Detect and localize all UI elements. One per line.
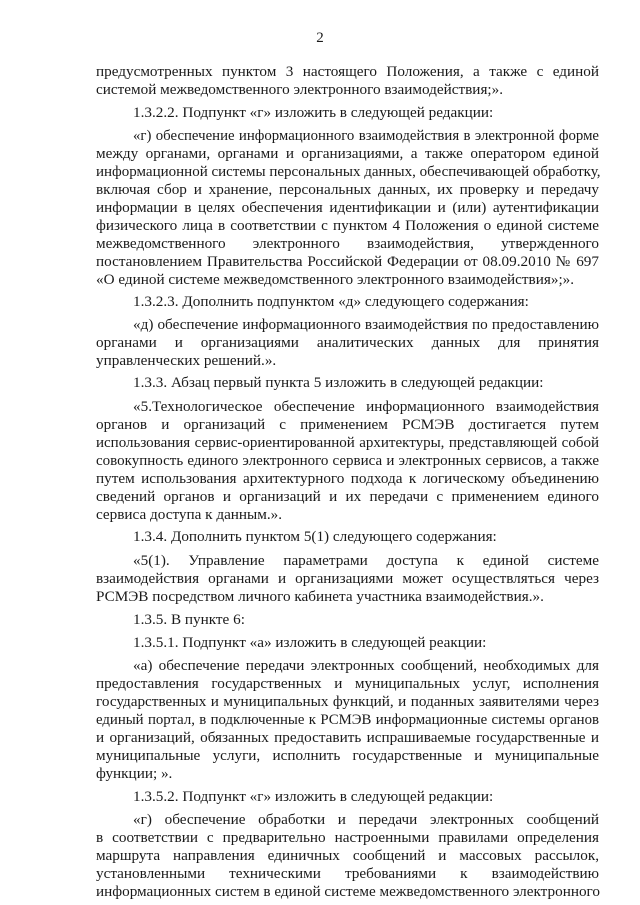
text-line: управленческих решений.». [96, 352, 277, 369]
text-line: межведомственного электронного взаимодействия, утвержденного [96, 235, 599, 252]
text-line: 1.3.5.2. Подпункт «г» изложить в следующей редакции: [133, 788, 494, 805]
text-line: взаимодействия органами и организациями может осуществляться через [96, 570, 599, 587]
text-line: в соответствии с предварительно настроенными правилами определения [96, 829, 599, 846]
text-line: единый портал, в подключенные к РСМЭВ информационные системы органов [96, 712, 599, 728]
text-line: «а) обеспечение передачи электронных сообщений, необходимых для [133, 657, 599, 674]
text-line: между органами, органами и организациями, а также оператором единой [96, 145, 599, 162]
text-line: предоставления государственных и муниципальных услуг, исполнения [96, 675, 599, 692]
text-line: «5.Технологическое обеспечение информационного взаимодействия [133, 398, 599, 415]
text-line: установленными техническими требованиями к взаимодействию [96, 865, 599, 882]
text-line: предусмотренных пунктом 3 настоящего Положения, а также с единой [96, 63, 599, 80]
page-number: 2 [316, 30, 324, 46]
text-line: государственных и муниципальных функций, и поданных заявителями через [96, 693, 599, 710]
text-line: «г) обеспечение обработки и передачи электронных сообщений [133, 811, 599, 828]
text-line: «О единой системе межведомственного электронного взаимодействия»;». [96, 271, 575, 288]
text-line: 1.3.5.1. Подпункт «а» изложить в следующей реакции: [133, 634, 487, 651]
text-line: включая сбор и хранение, персональных данных, их проверку и передачу [96, 181, 599, 198]
text-line: муниципальные услуги, исполнить государственные и муниципальные [96, 747, 599, 764]
text-line: 1.3.2.3. Дополнить подпунктом «д» следующего содержания: [133, 293, 529, 310]
text-line: информационных систем в единой системе межведомственного электронного [96, 883, 600, 900]
text-line: функции; ». [96, 765, 173, 782]
text-line: маршрута направления единичных сообщений и массовых рассылок, [96, 847, 599, 864]
text-line: сервиса доступа к данным.». [96, 506, 283, 523]
text-line: сведений органов и организаций и их передачи с применением единого [96, 488, 599, 505]
text-line: совокупность единого электронного сервиса и электронных сервисов, а также [96, 453, 599, 469]
text-line: информации в целях обеспечения идентификации и (или) аутентификации [96, 199, 599, 216]
text-line: органов и организаций с применением РСМЭВ достигается путем [96, 416, 599, 433]
text-line: 1.3.3. Абзац первый пункта 5 изложить в следующей редакции: [133, 374, 544, 391]
text-line: путем использования архитектурного подхода к логическому объединению [96, 470, 599, 487]
text-line: органами и организациями аналитических данных для принятия [96, 334, 599, 351]
text-line: постановлением Правительства Российской Федерации от 08.09.2010 № 697 [96, 253, 599, 270]
text-line: «г) обеспечение информационного взаимодействия в электронной форме [133, 128, 599, 144]
text-line: «д) обеспечение информационного взаимодействия по предоставлению [133, 316, 599, 333]
text-line: РСМЭВ посредством личного кабинета участника взаимодействия.». [96, 588, 544, 605]
text-line: физического лица в соответствии с пунктом 4 Положения о единой системе [96, 217, 599, 234]
text-line: «5(1). Управление параметрами доступа к единой системе [133, 552, 599, 569]
text-line: и организаций, обязанных предоставить испрашиваемые государственные и [96, 729, 599, 746]
text-line: 1.3.4. Дополнить пунктом 5(1) следующего содержания: [133, 528, 497, 545]
text-line: 1.3.2.2. Подпункт «г» изложить в следующей редакции: [133, 104, 494, 121]
text-line: информационной системы персональных данных, обеспечивающей обработку, [96, 164, 601, 180]
text-line: системой межведомственного электронного взаимодействия;». [96, 81, 504, 98]
text-line: использования сервис-ориентированной архитектуры, представляющей собой [96, 435, 599, 451]
text-line: 1.3.5. В пункте 6: [133, 611, 245, 628]
